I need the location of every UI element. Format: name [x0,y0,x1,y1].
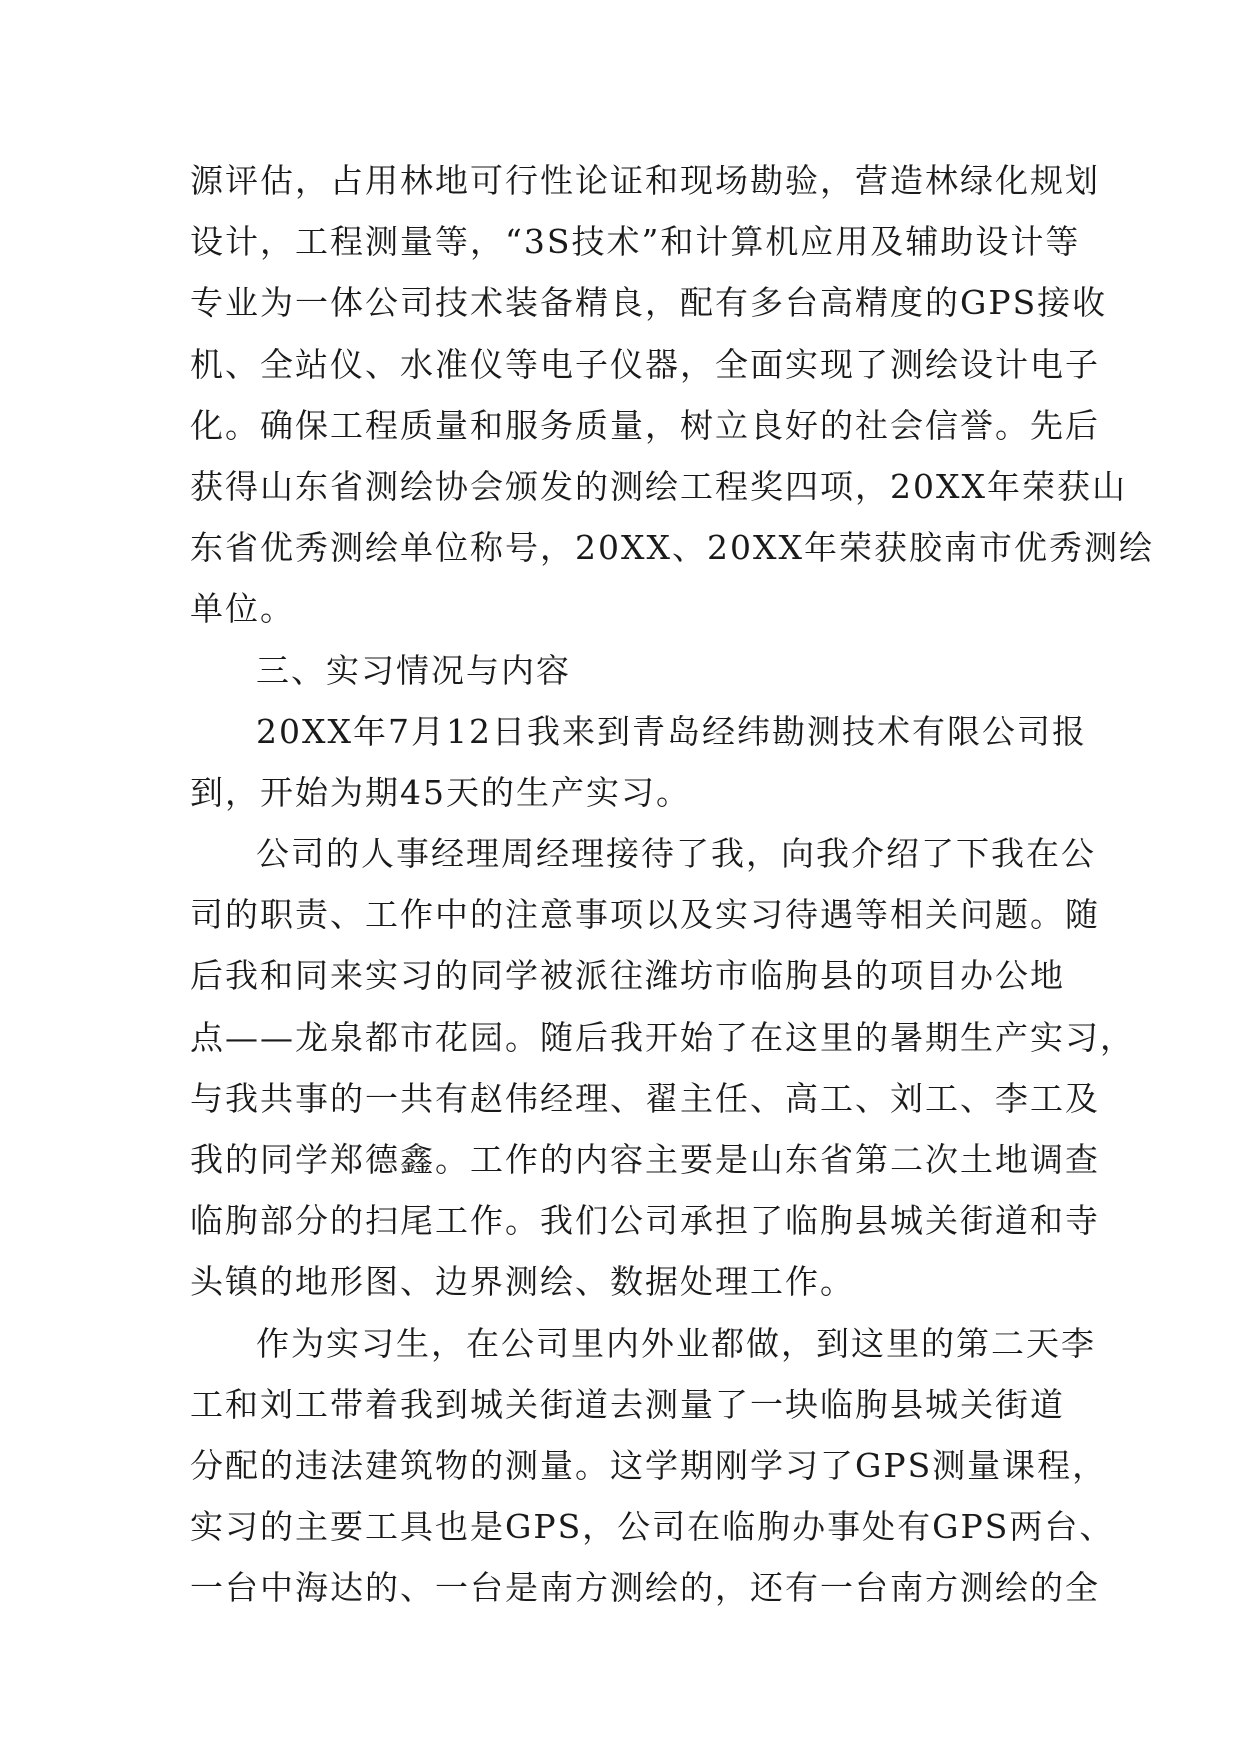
text-line: 临朐部分的扫尾工作。我们公司承担了临朐县城关街道和寺 [190,1201,1100,1241]
text-line: 化。确保工程质量和服务质量，树立良好的社会信誉。先后 [190,405,1100,445]
text-line: 20XX年7月12日我来到青岛经纬勘测技术有限公司报 [256,711,1087,751]
text-line: 工和刘工带着我到城关街道去测量了一块临朐县城关街道 [190,1384,1065,1424]
text-line: 东省优秀测绘单位称号，20XX、20XX年荣获胶南市优秀测绘 [190,528,1154,568]
text-line: 点——龙泉都市花园。随后我开始了在这里的暑期生产实习， [190,1017,1135,1057]
text-line: 设计，工程测量等，“3S技术”和计算机应用及辅助设计等 [190,222,1081,262]
text-line: 头镇的地形图、边界测绘、数据处理工作。 [190,1262,855,1302]
text-line: 分配的违法建筑物的测量。这学期刚学习了GPS测量课程， [190,1445,1108,1485]
text-line: 获得山东省测绘协会颁发的测绘工程奖四项，20XX年荣获山 [190,466,1127,506]
text-line: 我的同学郑德鑫。工作的内容主要是山东省第二次土地调查 [190,1140,1100,1179]
text-line: 专业为一体公司技术装备精良，配有多台高精度的GPS接收 [190,283,1108,323]
text-line: 到，开始为期45天的生产实习。 [190,772,691,812]
document-body [190,150,1154,1619]
text-line: 司的职责、工作中的注意事项以及实习待遇等相关问题。随 [190,895,1100,935]
text-line: 三、实习情况与内容 [256,650,571,690]
text-line: 源评估，占用林地可行性论证和现场勘验，营造林绿化规划 [190,161,1100,200]
text-line: 作为实习生，在公司里内外业都做，到这里的第二天李 [256,1323,1096,1363]
text-line: 实习的主要工具也是GPS，公司在临朐办事处有GPS两台、 [190,1507,1115,1547]
text-line: 公司的人事经理周经理接待了我，向我介绍了下我在公 [256,834,1096,874]
text-line: 与我共事的一共有赵伟经理、翟主任、高工、刘工、李工及 [190,1078,1100,1118]
text-line: 单位。 [190,589,295,629]
text-line: 后我和同来实习的同学被派往潍坊市临朐县的项目办公地 [190,956,1065,996]
text-line: 机、全站仪、水准仪等电子仪器，全面实现了测绘设计电子 [190,344,1100,384]
text-line: 一台中海达的、一台是南方测绘的，还有一台南方测绘的全 [190,1568,1100,1608]
